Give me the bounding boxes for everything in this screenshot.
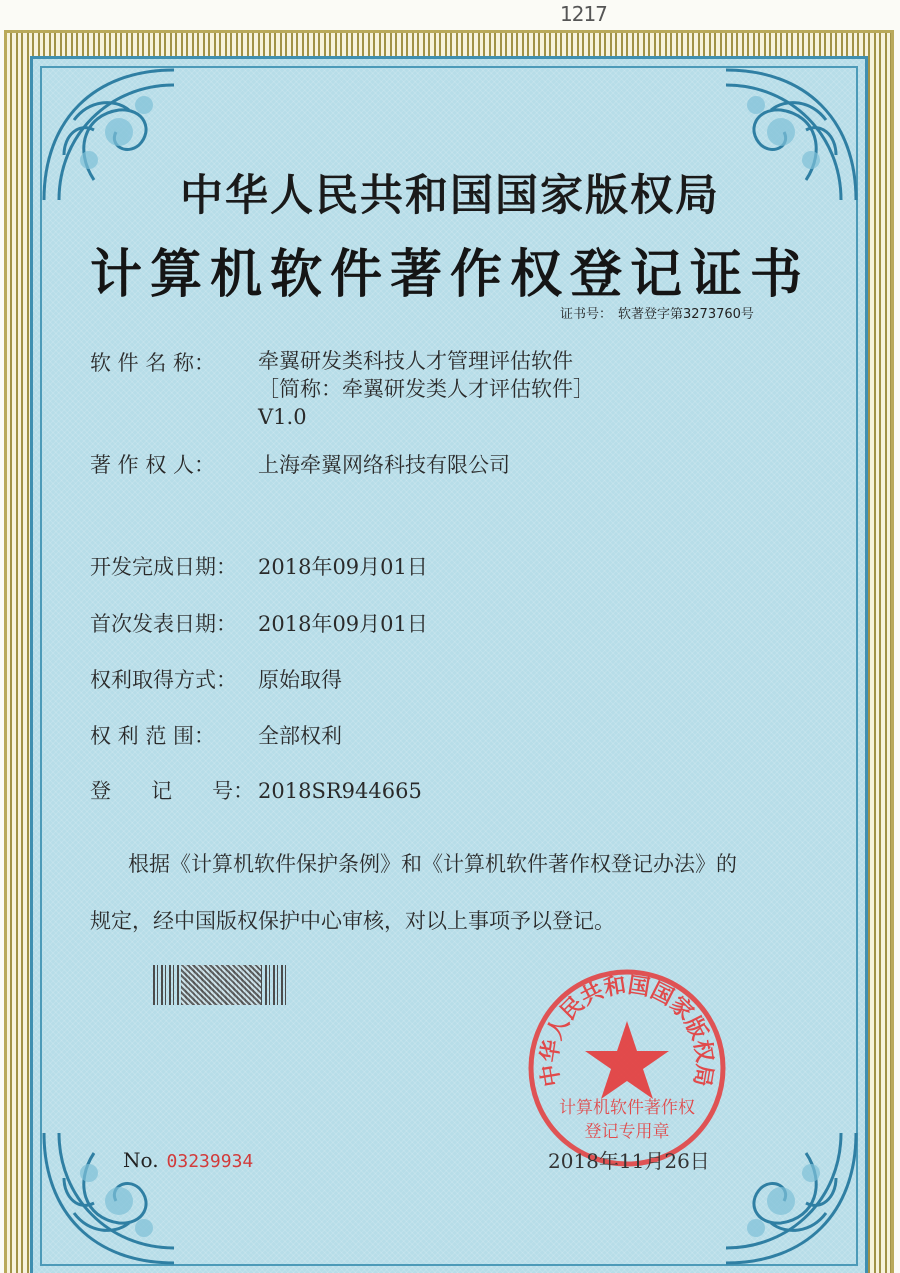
field-value: 2018年09月01日	[258, 612, 428, 636]
field-value: 2018SR944665	[258, 779, 422, 803]
field-acquisition-method	[90, 664, 342, 694]
handwritten-note: 1217	[560, 2, 607, 26]
official-seal	[522, 963, 732, 1173]
field-registration-number	[90, 775, 422, 805]
field-value: 2018年09月01日	[258, 555, 428, 579]
issue-date: 2018年11月26日	[548, 1149, 710, 1173]
corner-ornament-bottom-right	[716, 1123, 866, 1273]
document-title: 计算机软件著作权登记证书	[89, 244, 810, 305]
certificate-number-value: 软著登字第3273760号	[618, 307, 754, 322]
corner-ornament-bottom-left	[34, 1123, 184, 1273]
software-name-lines	[258, 347, 594, 431]
field-completion-date	[90, 551, 428, 581]
certificate-number-label: 证书号：	[560, 307, 613, 322]
barcode-pattern	[181, 965, 261, 1005]
seal-line-2: 登记专用章	[584, 1122, 670, 1142]
seal-arc-text: 中华人民共和国国家版权局	[536, 972, 718, 1089]
field-first-publication-date	[90, 608, 428, 638]
field-label: 著 作 权 人：	[90, 453, 216, 477]
field-software-name	[90, 347, 258, 377]
seal-line-1: 计算机软件著作权	[559, 1098, 695, 1118]
serial-label: No.	[123, 1148, 159, 1172]
issuer-title: 中华人民共和国国家版权局	[180, 171, 720, 221]
seal-star-icon	[585, 1021, 669, 1099]
statement-line-2: 规定，经中国版权保护中心审核，对以上事项予以登记。	[90, 909, 615, 933]
field-copyright-holder	[90, 449, 510, 479]
field-rights-scope	[90, 720, 342, 750]
field-label: 权 利 范 围：	[90, 724, 216, 748]
field-label: 首次发表日期：	[90, 612, 237, 636]
field-value: 原始取得	[258, 668, 342, 692]
serial-value: 03239934	[166, 1151, 254, 1172]
software-name-short: ［简称：牵翼研发类人才评估软件］	[258, 377, 594, 401]
statement-line-1: 根据《计算机软件保护条例》和《计算机软件著作权登记办法》的	[128, 852, 737, 876]
barcode	[153, 965, 288, 1005]
field-label: 权利取得方式：	[90, 668, 237, 692]
field-value: 全部权利	[258, 724, 342, 748]
serial-number	[123, 1148, 253, 1172]
field-label: 登 记 号：	[90, 779, 255, 803]
software-version: V1.0	[258, 405, 307, 429]
certificate-number	[560, 303, 754, 322]
software-name-full: 牵翼研发类科技人才管理评估软件	[258, 349, 573, 373]
field-value: 上海牵翼网络科技有限公司	[258, 453, 510, 477]
field-label: 开发完成日期：	[90, 555, 237, 579]
field-label: 软 件 名 称：	[90, 351, 216, 375]
